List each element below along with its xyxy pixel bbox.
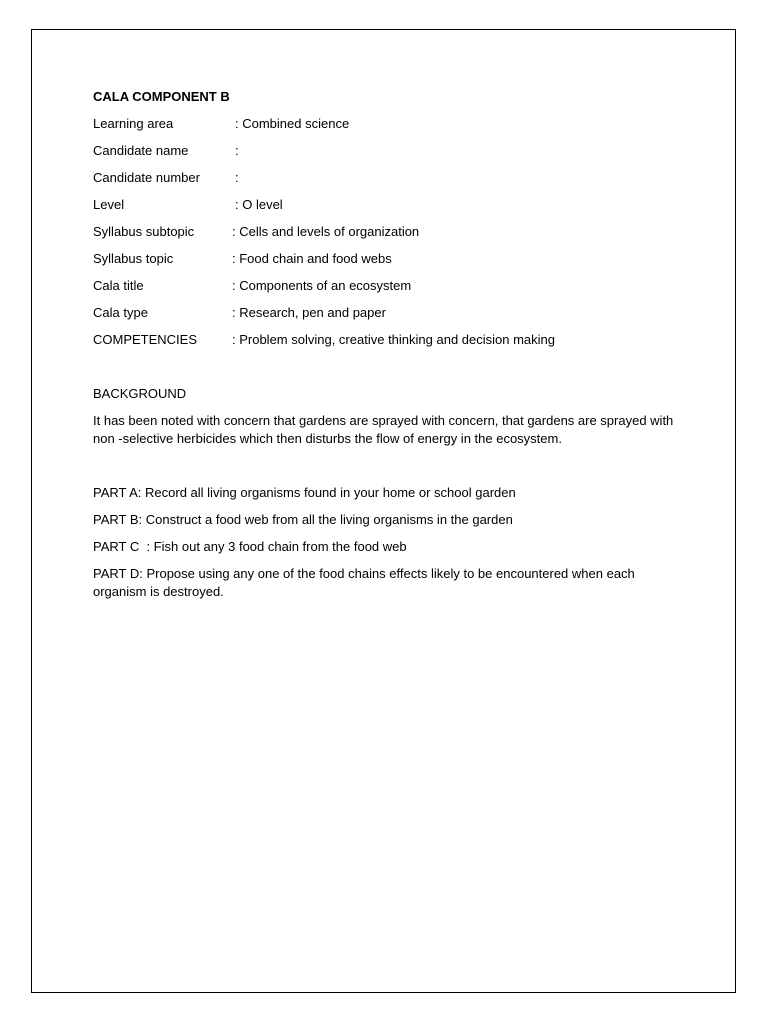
field-level (93, 196, 683, 214)
field-cala-type (93, 304, 683, 322)
field-cala-title (93, 277, 683, 295)
field-syllabus-subtopic (93, 223, 683, 241)
field-value: : Food chain and food webs (232, 251, 392, 266)
field-label: Cala type (93, 305, 148, 320)
document-body (93, 88, 683, 601)
field-candidate-number (93, 169, 683, 187)
field-label: Level (93, 197, 125, 212)
field-syllabus-topic (93, 250, 683, 268)
part-b: PART B: Construct a food web from all the living organisms in the garden (93, 512, 513, 527)
document-title: CALA COMPONENT B (93, 89, 230, 104)
field-value: : Cells and levels of organization (232, 224, 420, 239)
field-competencies (93, 331, 683, 349)
part-c: PART C : Fish out any 3 food chain from the food web (93, 539, 407, 554)
field-value: : Research, pen and paper (232, 305, 386, 320)
background-heading: BACKGROUND (93, 386, 187, 401)
field-value: : O level (235, 197, 283, 212)
field-value: : Components of an ecosystem (232, 278, 412, 293)
field-label: Candidate name (93, 143, 189, 158)
field-value: : (235, 143, 239, 158)
field-label: Learning area (93, 116, 174, 131)
background-text: It has been noted with concern that gardens are sprayed with concern, that gardens are sprayed with non -selective herbicides which then disturbs the flow of energy in the ecosystem. (93, 413, 674, 446)
field-candidate-name (93, 142, 683, 160)
field-value: : Problem solving, creative thinking and decision making (232, 332, 556, 347)
field-label: COMPETENCIES (93, 332, 198, 347)
field-learning-area (93, 115, 683, 133)
field-label: Syllabus subtopic (93, 224, 195, 239)
field-label: Candidate number (93, 170, 200, 185)
part-a: PART A: Record all living organisms found in your home or school garden (93, 485, 516, 500)
field-value: : (235, 170, 239, 185)
field-label: Syllabus topic (93, 251, 174, 266)
part-d: PART D: Propose using any one of the food chains effects likely to be encountered when each organism is destroyed. (93, 566, 635, 599)
document-page (31, 29, 736, 993)
field-label: Cala title (93, 278, 144, 293)
field-value: : Combined science (235, 116, 350, 131)
